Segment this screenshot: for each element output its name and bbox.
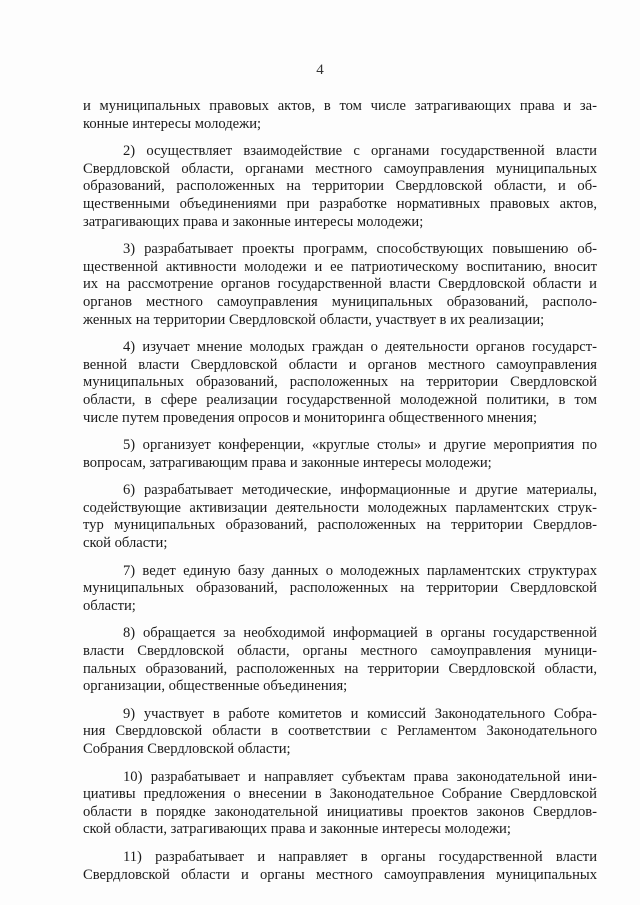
text-line: области, в сфере реализации государственной молодежной политики, в том xyxy=(83,391,597,408)
text-line: 3) разрабатывает проекты программ, способствующих повышению об- xyxy=(123,241,597,258)
paragraph xyxy=(83,143,597,231)
text-line: организации, общественные объединения; xyxy=(83,678,348,695)
text-line: 6) разрабатывает методические, информационные и другие материалы, xyxy=(123,482,597,499)
text-line: их на рассмотрение органов государственной власти Свердловской области и xyxy=(83,276,597,293)
text-line: 2) осуществляет взаимодействие с органами государственной власти xyxy=(123,143,597,160)
text-line: затрагивающих права и законные интересы молодежи; xyxy=(83,213,424,230)
text-line: власти Свердловской области, органы местного самоуправления муници- xyxy=(83,643,597,660)
text-line: вопросам, затрагивающим права и законные интересы молодежи; xyxy=(83,454,492,471)
paragraph xyxy=(83,625,597,695)
text-line: 9) участвует в работе комитетов и комиссий Законодательного Собра- xyxy=(123,705,597,722)
text-line: 7) ведет единую базу данных о молодежных парламентских структурах xyxy=(123,562,597,579)
text-line: Свердловской области, органами местного самоуправления муниципальных xyxy=(83,160,597,177)
text-line: образований, расположенных на территории Свердловской области, и об- xyxy=(83,178,597,195)
text-line: конные интересы молодежи; xyxy=(83,115,262,132)
text-line: пальных образований, расположенных на территории Свердловской области, xyxy=(83,660,597,677)
paragraph xyxy=(83,563,597,616)
text-line: 10) разрабатывает и направляет субъектам права законодательной ини- xyxy=(123,768,597,785)
text-line: муниципальных образований, расположенных на территории Свердловской xyxy=(83,374,597,391)
document-body xyxy=(83,98,597,894)
paragraph xyxy=(83,339,597,427)
paragraph xyxy=(83,437,597,472)
text-line: Собрания Свердловской области; xyxy=(83,741,291,757)
paragraph xyxy=(83,241,597,329)
text-line: числе путем проведения опросов и мониторинга общественного мнения; xyxy=(83,409,538,426)
text-line: ской области, затрагивающих права и законные интересы молодежи; xyxy=(83,821,511,838)
text-line: ской области; xyxy=(83,535,168,552)
text-line: 11) разрабатывает и направляет в органы государственной власти xyxy=(123,848,597,865)
text-line: 5) организует конференции, «круглые столы» и другие мероприятия по xyxy=(123,437,597,454)
paragraph xyxy=(83,706,597,759)
paragraph xyxy=(83,769,597,839)
text-line: органов местного самоуправления муниципальных образований, располо- xyxy=(83,293,597,310)
text-line: тур муниципальных образований, расположенных на территории Свердлов- xyxy=(83,517,597,534)
text-line: и муниципальных правовых актов, в том числе затрагивающих права и за- xyxy=(83,98,597,114)
text-line: области; xyxy=(83,597,136,614)
text-line: 4) изучает мнение молодых граждан о деятельности органов государст- xyxy=(123,339,597,356)
paragraph xyxy=(83,849,597,884)
paragraph xyxy=(83,98,597,133)
text-line: ния Свердловской области в соответствии с Регламентом Законодательного xyxy=(83,723,597,740)
text-line: содействующие активизации деятельности молодежных парламентских струк- xyxy=(83,499,597,516)
text-line: венной власти Свердловской области и органов местного самоуправления xyxy=(83,356,597,373)
page-number: 4 xyxy=(316,62,324,78)
text-line: щественными объединениями при разработке нормативных правовых актов, xyxy=(83,195,597,212)
text-line: женных на территории Свердловской области, участвует в их реализации; xyxy=(83,311,545,328)
text-line: щественной активности молодежи и ее патриотическому воспитанию, вносит xyxy=(83,258,597,275)
text-line: области в порядке законодательной инициативы проектов законов Свердлов- xyxy=(83,803,597,820)
text-line: циативы предложения о внесении в Законодательное Собрание Свердловской xyxy=(83,786,597,803)
paragraph xyxy=(83,482,597,552)
text-line: муниципальных образований, расположенных на территории Свердловской xyxy=(83,580,597,597)
text-line: 8) обращается за необходимой информацией в органы государственной xyxy=(123,625,597,642)
text-line: Свердловской области и органы местного самоуправления муниципальных xyxy=(83,866,597,883)
